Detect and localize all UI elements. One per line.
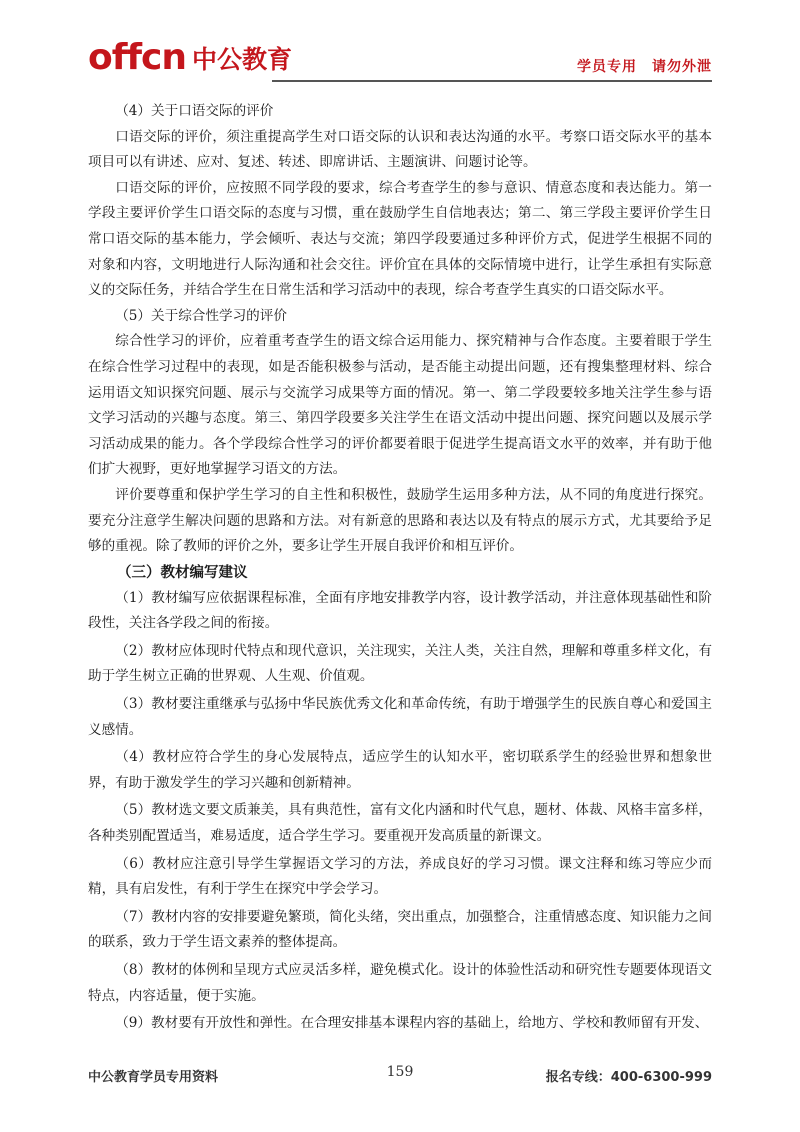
paragraph: （6）教材应注意引导学生掌握语文学习的方法，养成良好的学习习惯。课文注释和练习等应少而精，具有启发性，有利于学生在探究中学会学习。: [88, 855, 712, 898]
page-header: [0, 0, 800, 90]
footer-source-label: 中公教育学员专用资料: [88, 1070, 219, 1085]
section-heading: （三）教材编写建议: [117, 564, 248, 581]
paragraph: 口语交际的评价，须注重提高学生对口语交际的认识和表达沟通的水平。考察口语交际水平的基本项目可以有讲述、应对、复述、转述、即席讲话、主题演讲、问题讨论等。: [88, 128, 712, 171]
paragraph: （7）教材内容的安排要避免繁琐，简化头绪，突出重点，加强整合，注重情感态度、知识能力之间的联系，致力于学生语文素养的整体提高。: [88, 908, 712, 951]
paragraph: 综合性学习的评价，应着重考查学生的语文综合运用能力、探究精神与合作态度。主要着眼于学生在综合性学习过程中的表现，如是否能积极参与活动，是否能主动提出问题，还有搜集整理材料、综合运用语文知识探究问题、展示与交流学习成果等方面的情况。第一、第二学段要较多地关注学生参与语文学习活动的兴趣与态度。第三、第四学段要多关注学生在语文活动中提出问题、探究问题以及展示学习活动成果的能力。各个学段综合性学习的评价都要着眼于促进学生提高语文水平的效率，并有助于他们扩大视野，更好地掌握学习语文的方法。: [88, 333, 712, 478]
paragraph: （5）教材选文要文质兼美，具有典范性，富有文化内涵和时代气息，题材、体裁、风格丰富多样，各种类别配置适当，难易适度，适合学生学习。要重视开发高质量的新课文。: [88, 802, 712, 845]
header-confidential-note: 学员专用 请勿外泄: [577, 59, 712, 75]
paragraph: （3）教材要注重继承与弘扬中华民族优秀文化和革命传统，有助于增强学生的民族自尊心和爱国主义感情。: [88, 696, 712, 738]
paragraph: （4）关于口语交际的评价: [115, 103, 274, 119]
offcn-logo: [88, 37, 293, 78]
page-number: 159: [386, 1064, 414, 1080]
footer-hotline: 报名专线：400-6300-999: [545, 1070, 712, 1085]
paragraph: （5）关于综合性学习的评价: [115, 307, 287, 324]
logo-latin-text: offcn: [88, 37, 187, 78]
logo-cn-text: 中公教育: [192, 45, 293, 74]
paragraph: （1）教材编写应依据课程标准，全面有序地安排教学内容，设计教学活动，并注意体现基础性和阶段性，关注各学段之间的衔接。: [88, 589, 712, 632]
paragraph: （2）教材应体现时代特点和现代意识，关注现实，关注人类，关注自然，理解和尊重多样文化，有助于学生树立正确的世界观、人生观、价值观。: [88, 642, 712, 685]
paragraph: （9）教材要有开放性和弹性。在合理安排基本课程内容的基础上，给地方、学校和教师留有开发、: [115, 1015, 709, 1032]
page-footer: [88, 1066, 712, 1090]
paragraph: （4）教材应符合学生的身心发展特点，适应学生的认知水平，密切联系学生的经验世界和想象世界，有助于激发学生的学习兴趣和创新精神。: [88, 749, 712, 791]
paragraph: （8）教材的体例和呈现方式应灵活多样，避免模式化。设计的体验性活动和研究性专题要体现语文特点，内容适量，便于实施。: [88, 962, 712, 1004]
page-body: [88, 99, 712, 1039]
header-rule: [272, 80, 712, 82]
paragraph: 口语交际的评价，应按照不同学段的要求，综合考查学生的参与意识、情意态度和表达能力。第一学段主要评价学生口语交际的态度与习惯，重在鼓励学生自信地表达；第二、第三学段主要评价学生日常口语交际的基本能力，学会倾听、表达与交流；第四学段要通过多种评价方式，促进学生根据不同的对象和内容，文明地进行人际沟通和社会交往。评价宜在具体的交际情境中进行，让学生承担有实际意义的交际任务，并结合学生在日常生活和学习活动中的表现，综合考查学生真实的口语交际水平。: [88, 179, 712, 299]
paragraph: 评价要尊重和保护学生学习的自主性和积极性，鼓励学生运用多种方法，从不同的角度进行探究。要充分注意学生解决问题的思路和方法。对有新意的思路和表达以及有特点的展示方式，尤其要给予足够的重视。除了教师的评价之外，要多让学生开展自我评价和相互评价。: [88, 486, 712, 555]
